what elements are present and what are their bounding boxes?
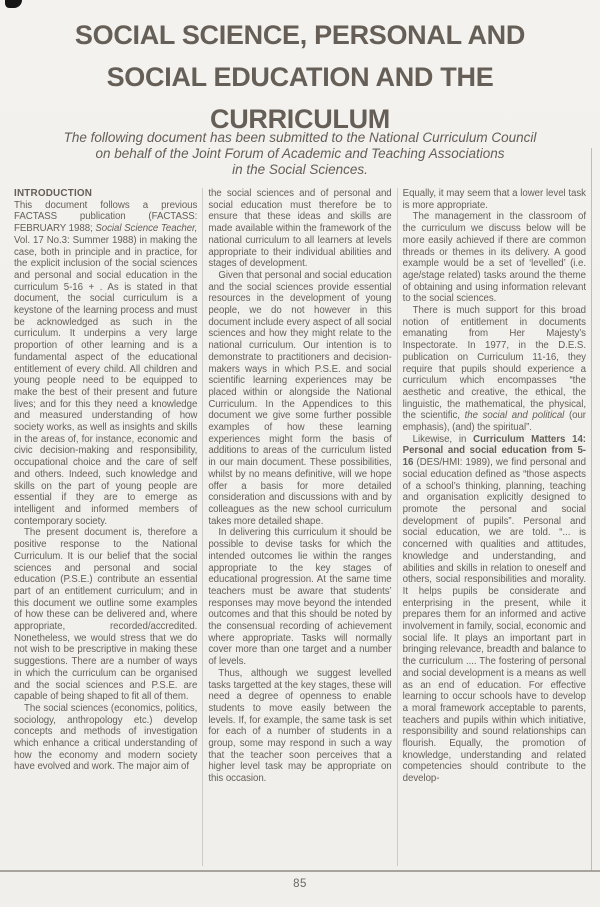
title-line: CURRICULUM (210, 104, 390, 134)
body-paragraph: This document follows a previous FACTASS publication (FACTASS: FEBRUARY 1988; Social Science Teacher, Vol. 17 No.3: Summer 1988) in making the case, both in principle and in practice, for the explicit inclusion of the social sciences and personal and social education in the curriculum 5-16 + . As is stated in that document, the social curriculum is a keystone of the learning process and must be acknowledged as such in the curriculum. It underpins a very large proportion of other learning and is a fundamental aspect of the educational entitlement of every child. All children and young people need to be equipped to make the best of their present and future lives; and for this they need a knowledge and measured understanding of how society works, as well as insights and skills in the areas of, for instance, economic and civic decision-making and responsibility, occupational choice and the care of self and others. Indeed, such knowledge and skills on the part of young people are essential if they are to emerge as intelligent and informed members of contemporary society. (14, 199, 198, 527)
article-body (9, 188, 591, 866)
subtitle-line: in the Social Sciences. (232, 162, 368, 177)
subtitle-line: The following document has been submitted to the National Curriculum Council (63, 130, 537, 145)
body-paragraph: The management in the classroom of the curriculum we discuss below will be more easily achieved if there are common threads or themes in its delivery. A good example would be a set of ‘levelled’ (i.e. age/stage related) tasks around the theme of obtaining and using information relevant to the social sciences. (402, 211, 586, 305)
body-paragraph: There is much support for this broad notion of entitlement in documents emanating from Her Majesty’s Inspectorate. In 1977, in the D.E.S. publication on Curriculum 11-16, they require that pupils should experience a curriculum which encompasses “the aesthetic and creative, the ethical, the linguistic, the mathematical, the physical, the scientific, the social and political (our emphasis), (and) the spiritual”. (402, 305, 586, 434)
body-paragraph: In delivering this curriculum it should be possible to devise tasks for which the intended outcomes lie within the ranges appropriate to the key stages of educational progression. At the same time teachers must be aware that students’ responses may move beyond the intended outcomes and that this should be noted by the consensual recording of achievement where appropriate. Tasks will normally cover more than one target and a number of levels. (208, 527, 392, 668)
text-column-2 (202, 188, 396, 866)
body-paragraph: Equally, it may seem that a lower level task is more appropriate. (402, 188, 586, 211)
body-paragraph: the social sciences and of personal and social education must therefore be to ensure that these ideas and skills are made available within the framework of the national curriculum to all learners at levels appropriate to their individual abilities and stages of development. (208, 188, 392, 270)
footer-divider (0, 870, 600, 872)
body-paragraph: The social sciences (economics, politics, sociology, anthropology etc.) develop concepts and methods of investigation which enhance a critical understanding of how the economy and modern society have evolved and work. The major aim of (14, 702, 198, 773)
page-title (0, 14, 600, 140)
title-line: SOCIAL SCIENCE, PERSONAL AND (74, 20, 526, 50)
scan-corner-mark (5, 0, 22, 8)
text-column-1 (9, 188, 202, 866)
scan-edge-line (591, 148, 592, 870)
page-number: 85 (293, 878, 307, 890)
title-line: SOCIAL EDUCATION AND THE (106, 62, 494, 92)
document-subtitle (0, 130, 600, 178)
body-paragraph: Likewise, in Curriculum Matters 14: Personal and social education from 5-16 (DES/HMI: 1989), we find personal and social education defined as “those aspects of a school’s thinking, planning, teaching and organisation explicitly designed to promote the personal and social development of pupils”. Personal and social education, we are told. “... is concerned with qualities and attitudes, knowledge and understanding, and abilities and skills in relation to oneself and others, social responsibilities and morality. It helps pupils be considerate and enterprising in the present, while it prepares them for an informed and active involvement in family, social, economic and social life. It plays an important part in bringing relevance, breadth and balance to the curriculum .... The fostering of personal and social development is a means as well as an end of education. For effective learning to occur schools have to develop a moral framework acceptable to parents, teachers and pupils within which initiative, responsibility and sound relationships can flourish. Equally, the promotion of knowledge, understanding and related competencies should contribute to the develop- (402, 433, 586, 785)
body-paragraph: Given that personal and social education and the social sciences provide essential resources in the development of young people, we do not however in this document include every aspect of all social sciences and how they might relate to the national curriculum. Our intention is to demonstrate to practitioners and decision-makers ways in which P.S.E. and social scientific learning experiences may be placed within or alongside the National Curriculum. In the Appendices to this document we give some further possible examples of how these learning experiences might form the basis of additions to areas of the curriculum listed in our main document. These possibilities, whilst by no means definitive, will we hope offer a basis for more detailed consideration and discussions with and by colleagues as the new school curriculum takes more detailed shape. (208, 269, 392, 527)
body-paragraph: Thus, although we suggest levelled tasks targetted at the key stages, these will need a degree of openness to enable students to move easily between the levels. If, for example, the same task is set for each of a number of students in a group, some may respond in such a way that the teacher soon perceives that a higher level task may be appropriate on this occasion. (208, 667, 392, 785)
subtitle-line: on behalf of the Joint Forum of Academic and Teaching Associations (95, 146, 505, 161)
section-heading: INTRODUCTION (14, 188, 93, 199)
body-paragraph: The present document is, therefore a positive response to the National Curriculum. It is our belief that the social sciences and personal and social education (P.S.E.) contribute an essential part of an entitlement curriculum; and in this document we outline some examples of how these can be delivered and, where appropriate, recorded/accredited. Nonetheless, we would stress that we do not wish to be prescriptive in making these suggestions. There are a number of ways in which the curriculum can be organised and the social sciences and P.S.E. are capable of being shaped to fit all of them. (14, 527, 198, 703)
text-column-3 (397, 188, 591, 866)
